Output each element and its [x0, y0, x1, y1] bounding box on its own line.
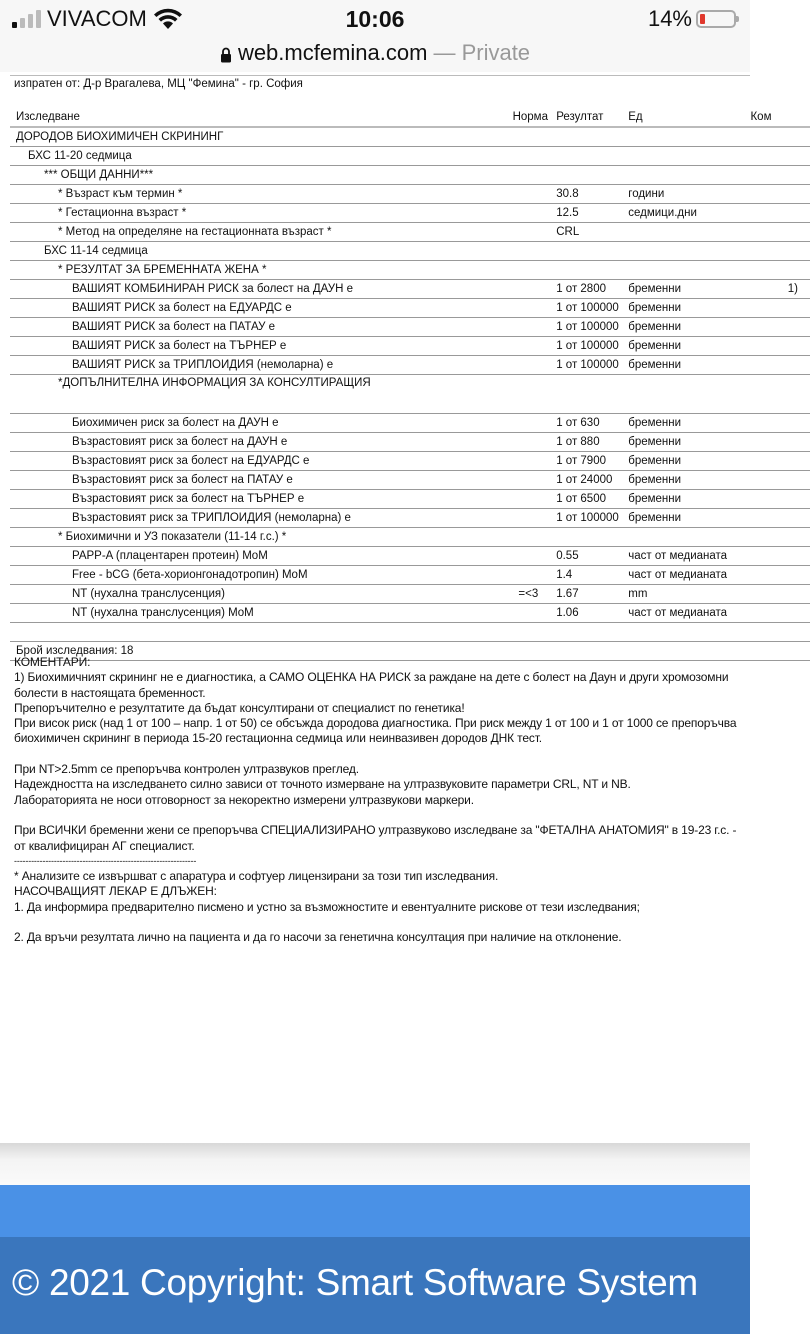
row-name: ВАШИЯТ РИСК за болест на ПАТАУ е — [10, 318, 507, 337]
col-header-result: Резултат — [550, 99, 622, 127]
row-name: Възрастовият риск за болест на ЕДУАРДС е — [10, 452, 507, 471]
table-header-row — [10, 99, 810, 127]
comment-divider: ---------------------------------------------------------------- — [14, 855, 197, 866]
status-bar — [0, 0, 750, 40]
row-result: 1 от 7900 — [550, 452, 622, 471]
row-norm — [507, 185, 551, 204]
carrier-name: VIVACOM — [47, 6, 147, 31]
row-name: Free - bCG (бета-хорионгонадотропин) MoM — [10, 566, 507, 585]
row-unit — [622, 223, 744, 242]
row-result: 1.06 — [550, 604, 622, 623]
row-name: * РЕЗУЛТАТ ЗА БРЕМЕННАТА ЖЕНА * — [10, 261, 507, 280]
table-row — [10, 127, 810, 147]
table-row — [10, 204, 810, 223]
table-row — [10, 261, 810, 280]
comment-line: Надеждността на изследването силно зависи от точното измерване на ултразвуковите параметри CRL, NT и NB. — [14, 777, 631, 792]
comment-line: * Анализите се извършват с апаратура и софтуер лицензирани за този тип изследвания. — [14, 869, 499, 884]
row-unit: бременни — [622, 490, 744, 509]
row-unit: бременни — [622, 318, 744, 337]
table-row — [10, 280, 810, 299]
row-name: PAPP-A (плацентарен протеин) MoM — [10, 547, 507, 566]
row-unit: част от медианата — [622, 566, 744, 585]
row-name: *ДОПЪЛНИТЕЛНА ИНФОРМАЦИЯ ЗА КОНСУЛТИРАЩИЯ — [10, 375, 507, 414]
row-result: 12.5 — [550, 204, 622, 223]
row-result: 1 от 24000 — [550, 471, 622, 490]
footer-shadow — [0, 1143, 750, 1185]
row-result: 1 от 630 — [550, 414, 622, 433]
row-result: 1 от 100000 — [550, 299, 622, 318]
row-unit: mm — [622, 585, 744, 604]
row-unit: бременни — [622, 280, 744, 299]
table-row — [10, 585, 810, 604]
copyright-text: © 2021 Copyright: Smart Software System — [12, 1262, 698, 1303]
row-norm — [507, 204, 551, 223]
row-name: ВАШИЯТ РИСК за болест на ТЪРНЕР е — [10, 337, 507, 356]
row-comment-ref: 1) — [744, 280, 810, 299]
row-norm — [507, 223, 551, 242]
table-row — [10, 375, 810, 414]
row-norm: =<3 — [507, 585, 551, 604]
col-header-comment: Ком — [744, 99, 810, 127]
battery-icon — [696, 10, 736, 28]
table-row — [10, 471, 810, 490]
row-name: ВАШИЯТ РИСК за ТРИПЛОИДИЯ (немоларна) е — [10, 356, 507, 375]
row-unit: бременни — [622, 356, 744, 375]
row-result: 1.4 — [550, 566, 622, 585]
row-name: ДОРОДОВ БИОХИМИЧЕН СКРИНИНГ — [10, 127, 507, 147]
table-row — [10, 566, 810, 585]
row-norm — [507, 280, 551, 299]
table-spacer-row — [10, 623, 810, 642]
table-row — [10, 242, 810, 261]
row-unit: част от медианата — [622, 604, 744, 623]
row-name: ВАШИЯТ РИСК за болест на ЕДУАРДС е — [10, 299, 507, 318]
row-unit: години — [622, 185, 744, 204]
row-name: ВАШИЯТ КОМБИНИРАН РИСК за болест на ДАУН е — [10, 280, 507, 299]
row-name: NT (нухална транслусенция) MoM — [10, 604, 507, 623]
row-name: * Биохимични и УЗ показатели (11-14 г.с.) * — [10, 528, 507, 547]
table-row — [10, 223, 810, 242]
clock: 10:06 — [345, 6, 405, 32]
row-name: * Възраст към термин * — [10, 185, 507, 204]
row-result: 1 от 6500 — [550, 490, 622, 509]
row-result: 1.67 — [550, 585, 622, 604]
row-name: БХС 11-20 седмица — [10, 147, 507, 166]
table-row — [10, 490, 810, 509]
row-name: NT (нухална транслусенция) — [10, 585, 507, 604]
row-unit: бременни — [622, 452, 744, 471]
table-row — [10, 166, 810, 185]
comment-line: При NT>2.5mm се препоръчва контролен ултразвуков преглед. — [14, 762, 359, 777]
comment-line: 1) Биохимичният скрининг не е диагностика, а САМО ОЦЕНКА НА РИСК за раждане на дете с болест на Даун и други хромозомни болести в настоящата бременност. — [14, 670, 729, 700]
row-unit: бременни — [622, 337, 744, 356]
sent-by: изпратен от: Д-р Врагалева, МЦ "Фемина" - гр. София — [14, 78, 303, 90]
battery-percent: 14% — [647, 6, 692, 31]
row-result: 1 от 100000 — [550, 318, 622, 337]
row-result: 1 от 100000 — [550, 337, 622, 356]
table-row — [10, 337, 810, 356]
comment-line: НАСОЧВАЩИЯТ ЛЕКАР Е ДЛЪЖЕН: — [14, 884, 217, 899]
table-row — [10, 356, 810, 375]
spacer — [14, 747, 744, 762]
comments-section — [14, 655, 744, 946]
table-row — [10, 414, 810, 433]
row-unit: бременни — [622, 299, 744, 318]
col-header-unit: Ед — [622, 99, 744, 127]
footer — [0, 1237, 750, 1334]
comment-line: 2. Да връчи резултата лично на пациента и да го насочи за генетична консултация при наличие на отклонение. — [14, 930, 622, 945]
battery-status — [648, 6, 736, 32]
comment-line: Лабораторията не носи отговорност за некоректно измерени ултразвукови маркери. — [14, 792, 474, 807]
row-name: *** ОБЩИ ДАННИ*** — [10, 166, 507, 185]
spacer — [14, 915, 744, 930]
row-result: 1 от 2800 — [550, 280, 622, 299]
row-unit: бременни — [622, 509, 744, 528]
table-row — [10, 147, 810, 166]
address-bar[interactable] — [0, 40, 750, 72]
row-name: БХС 11-14 седмица — [10, 242, 507, 261]
url-host[interactable]: web.mcfemina.com — [237, 40, 428, 65]
row-name: Възрастовият риск за болест на ТЪРНЕР е — [10, 490, 507, 509]
col-header-norm: Норма — [507, 99, 551, 127]
row-unit: бременни — [622, 414, 744, 433]
table-row — [10, 528, 810, 547]
comments-title: КОМЕНТАРИ: — [14, 655, 91, 669]
row-result: 0.55 — [550, 547, 622, 566]
table-row — [10, 604, 810, 623]
comment-line: 1. Да информира предварително писмено и устно за възможностите и евентуалните рискове от тези изследвания; — [14, 899, 640, 914]
row-name: Възрастовият риск за болест на ПАТАУ е — [10, 471, 507, 490]
col-header-test: Изследване — [10, 99, 507, 127]
row-name: * Гестационна възраст * — [10, 204, 507, 223]
table-row — [10, 509, 810, 528]
test-count: Брой изследвания: 18 — [10, 642, 507, 661]
divider — [10, 75, 750, 76]
row-result: 30.8 — [550, 185, 622, 204]
results-table — [10, 99, 810, 661]
table-row — [10, 185, 810, 204]
table-row — [10, 299, 810, 318]
comment-line: При ВСИЧКИ бременни жени се препоръчва СПЕЦИАЛИЗИРАНО ултразвуково изследване за "ФЕТАЛНА АНАТОМИЯ" в 19-23 г.с. - от квалифициран АГ специалист. — [14, 823, 737, 853]
comment-line: При висок риск (над 1 от 100 – напр. 1 от 50) се обсъжда дородова диагностика. При риск между 1 от 100 и 1 от 1000 се препоръчва биохимичен скрининг в периода 15-20 гестационна седмица или неинвазивен дородов ДНК тест. — [14, 716, 737, 746]
row-unit: седмици.дни — [622, 204, 744, 223]
comment-line: Препоръчително е резултатите да бъдат консултирани от специалист по генетика! — [14, 700, 465, 715]
spacer — [14, 808, 744, 823]
table-row — [10, 433, 810, 452]
row-unit: бременни — [622, 433, 744, 452]
row-result: 1 от 100000 — [550, 356, 622, 375]
row-result: 1 от 100000 — [550, 509, 622, 528]
table-row — [10, 547, 810, 566]
row-name: Възрастовият риск за ТРИПЛОИДИЯ (немоларна) е — [10, 509, 507, 528]
row-name: * Метод на определяне на гестационната възраст * — [10, 223, 507, 242]
table-row — [10, 318, 810, 337]
table-row — [10, 452, 810, 471]
row-result: CRL — [550, 223, 622, 242]
row-unit: бременни — [622, 471, 744, 490]
footer-bar — [0, 1185, 750, 1237]
lock-icon — [220, 47, 232, 63]
row-name: Биохимичен риск за болест на ДАУН е — [10, 414, 507, 433]
row-result: 1 от 880 — [550, 433, 622, 452]
row-name: Възрастовият риск за болест на ДАУН е — [10, 433, 507, 452]
row-unit: част от медианата — [622, 547, 744, 566]
private-mode-label: — Private — [433, 40, 531, 65]
